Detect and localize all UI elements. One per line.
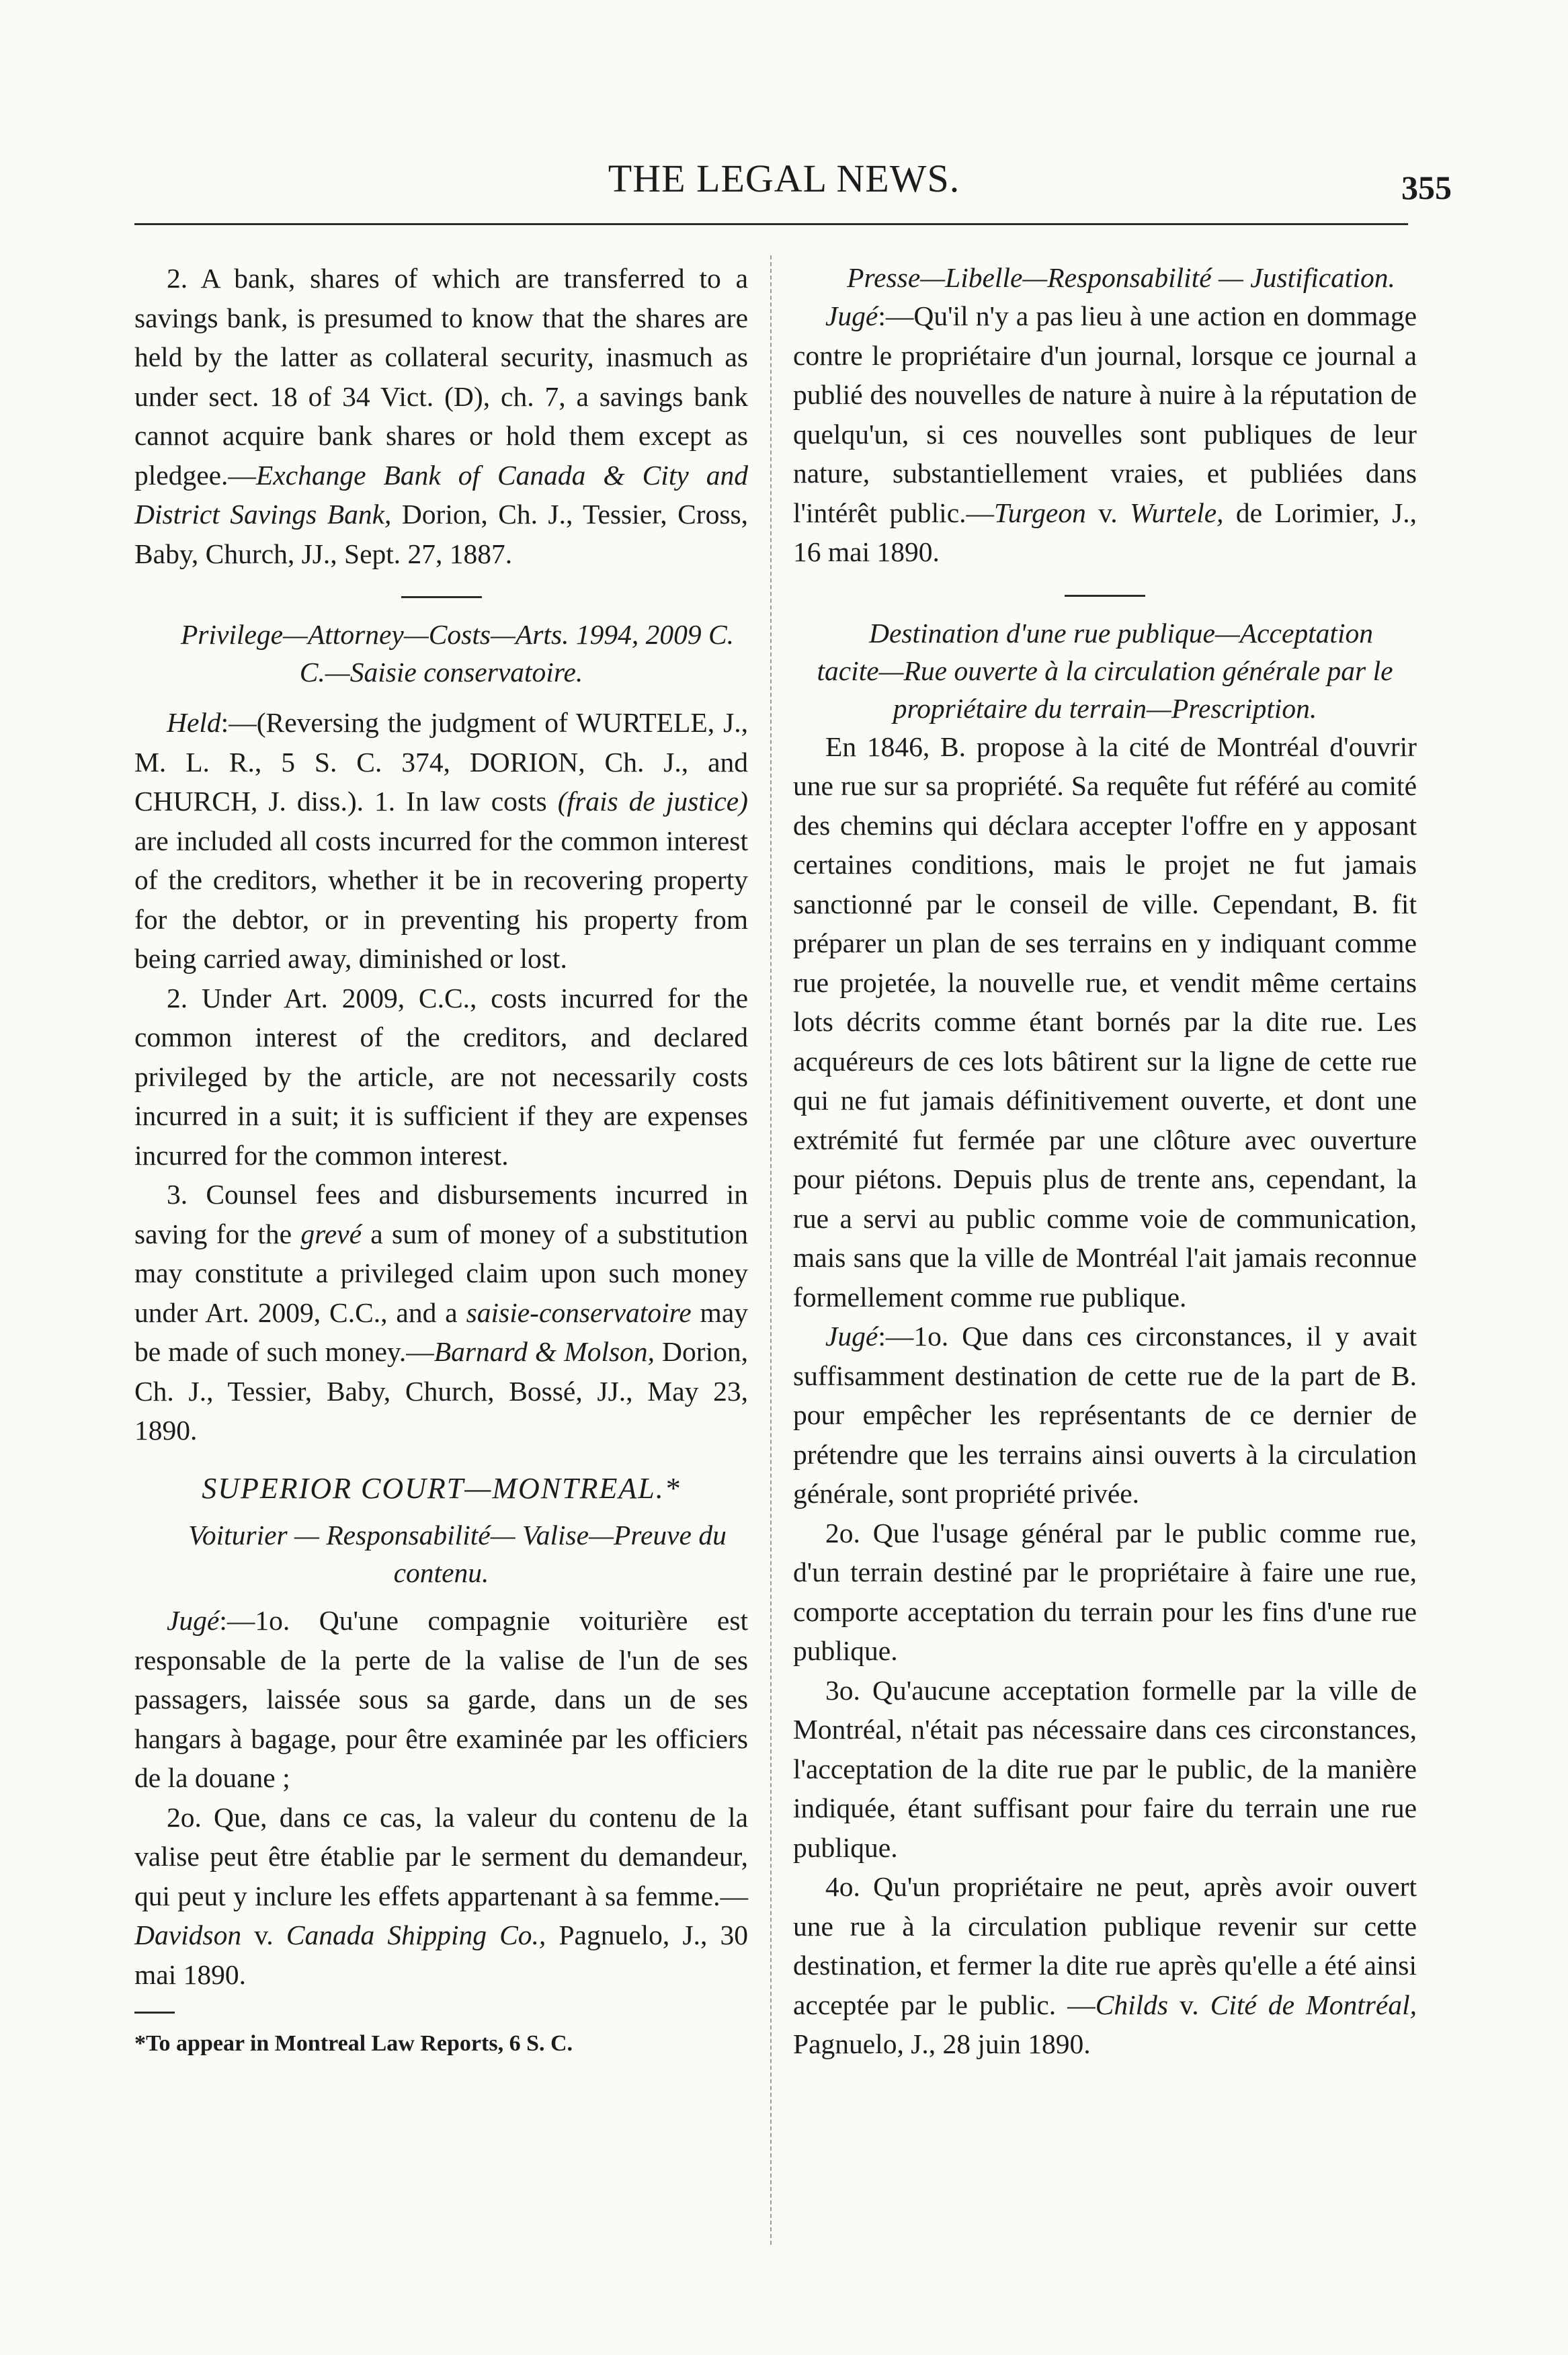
paragraph: Held:—(Reversing the judgment of WURTELE, J., M. L. R., 5 S. C. 374, DORION, Ch. J., and CHURCH, J. diss.). 1. In law costs (frais de justice) are included all costs incurred for the common interest of the creditors, whether it be in recovering property for the debtor, or in preventing his property from being carried away, diminished or lost. [134, 707, 748, 974]
header-rule [134, 223, 1408, 225]
case-heading: Destination d'une rue publique—Acceptation tacite—Rue ouverte à la circulation générale par le propriétaire du terrain—Prescription. [817, 617, 1393, 724]
paragraph: 2o. Que l'usage général par le public comme rue, d'un terrain destiné par le propriétaire à faire une rue, comporte acceptation du terrain pour les fins d'une rue publique. [793, 1517, 1417, 1666]
column-divider [770, 255, 772, 2245]
paragraph: Jugé:—Qu'il n'y a pas lieu à une action en dommage contre le propriétaire d'un journal, lorsque ce journal a publié des nouvelles de nature à nuire à la réputation de quelqu'un, si ces nouvelles sont publiques de leur nature, substantiellement vraies, et publiées dans l'intérêt public.—Turgeon v. Wurtele, de Lorimier, J., 16 mai 1890. [793, 300, 1417, 567]
paragraph: 4o. Qu'un propriétaire ne peut, après avoir ouvert une rue à la circulation publique revenir sur cette destination, et fermer la dite rue après qu'elle a été ainsi acceptée par le public. —Childs v. Cité de Montréal, Pagnuelo, J., 28 juin 1890. [793, 1871, 1417, 2059]
footnote: *To appear in Montreal Law Reports, 6 S. C. [134, 2031, 573, 2056]
page-number: 355 [1401, 169, 1452, 206]
paragraph: Jugé:—1o. Que dans ces circonstances, il y avait suffisamment destination de cette rue de la part de B. pour empêcher les représentants de ce dernier de prétendre que les terrains ainsi ouverts à la circulation générale, sont propriété privée. [793, 1321, 1417, 1509]
paragraph: Jugé:—1o. Qu'une compagnie voiturière est responsable de la perte de la valise de l'un de ses passagers, laissée sous sa garde, dans un de ses hangars à bagage, pour être examinée par les officiers de la douane ; [134, 1605, 748, 1793]
footnote-separator [134, 2012, 175, 2014]
paragraph: 3. Counsel fees and disbursements incurred in saving for the grevé a sum of money of a substitution may constitute a privileged claim upon such money under Art. 2009, C.C., and a saisie-conservatoire may be made of such money.—Barnard & Molson, Dorion, Ch. J., Tessier, Baby, Church, Bossé, JJ., May 23, 1890. [134, 1179, 749, 1446]
case-heading: Privilege—Attorney—Costs—Arts. 1994, 2009 C. C.—Saisie conservatoire. [180, 619, 735, 688]
section-title: SUPERIOR COURT—MONTREAL.* [202, 1471, 681, 1505]
case-heading: Presse—Libelle—Responsabilité — Justification. [847, 262, 1395, 293]
paragraph: 2o. Que, dans ce cas, la valeur du contenu de la valise peut être établie par le serment du demandeur, qui peut y inclure les effets appartenant à sa femme.—Davidson v. Canada Shipping Co., Pagnuelo, J., 30 mai 1890. [134, 1801, 748, 1990]
section-separator [1065, 595, 1145, 597]
case-heading: Voiturier — Responsabilité— Valise—Preuve du contenu. [188, 1520, 727, 1588]
paragraph: 2. Under Art. 2009, C.C., costs incurred for the common interest of the creditors, and declared privileged by the article, are not necessarily costs incurred in a suit; it is sufficient if they are expenses incurred for the common interest. [134, 982, 748, 1171]
right-column [793, 259, 1417, 2064]
paragraph: En 1846, B. propose à la cité de Montréal d'ouvrir une rue sur sa propriété. Sa requête fut référé au comité des chemins qui déclara accepter l'offre en y apposant certaines conditions, mais le projet ne fut jamais sanctionné par le conseil de ville. Cependant, B. fit préparer un plan de ses terrains en y indiquant comme rue projetée, la nouvelle rue, et vendit même certains lots décrits comme étant bornés par la dite rue. Les acquéreurs de ces lots bâtirent sur la ligne de cette rue qui ne fut jamais définitivement ouverte, et dont une extrémité fut fermée par une clôture avec ouverture pour piétons. Depuis plus de trente ans, cependant, la rue a servi au public comme voie de communication, mais sans que la ville de Montréal l'ait jamais reconnue formellement comme rue publique. [793, 731, 1417, 1313]
section-separator [401, 596, 482, 598]
paragraph: 3o. Qu'aucune acceptation formelle par la ville de Montréal, n'était pas nécessaire dans ces circonstances, l'acceptation de la dite rue par le public, de la manière indiquée, étant suffisant pour faire du terrain une rue publique. [793, 1674, 1417, 1863]
paragraph: 2. A bank, shares of which are transferred to a savings bank, is presumed to know that the shares are held by the latter as collateral security, inasmuch as under sect. 18 of 34 Vict. (D), ch. 7, a savings bank cannot acquire bank shares or hold them except as pledgee.—Exchange Bank of Canada & City and District Savings Bank, Dorion, Ch. J., Tessier, Cross, Baby, Church, JJ., Sept. 27, 1887. [134, 263, 748, 569]
journal-title: THE LEGAL NEWS. [608, 157, 960, 200]
left-column [134, 259, 748, 2059]
